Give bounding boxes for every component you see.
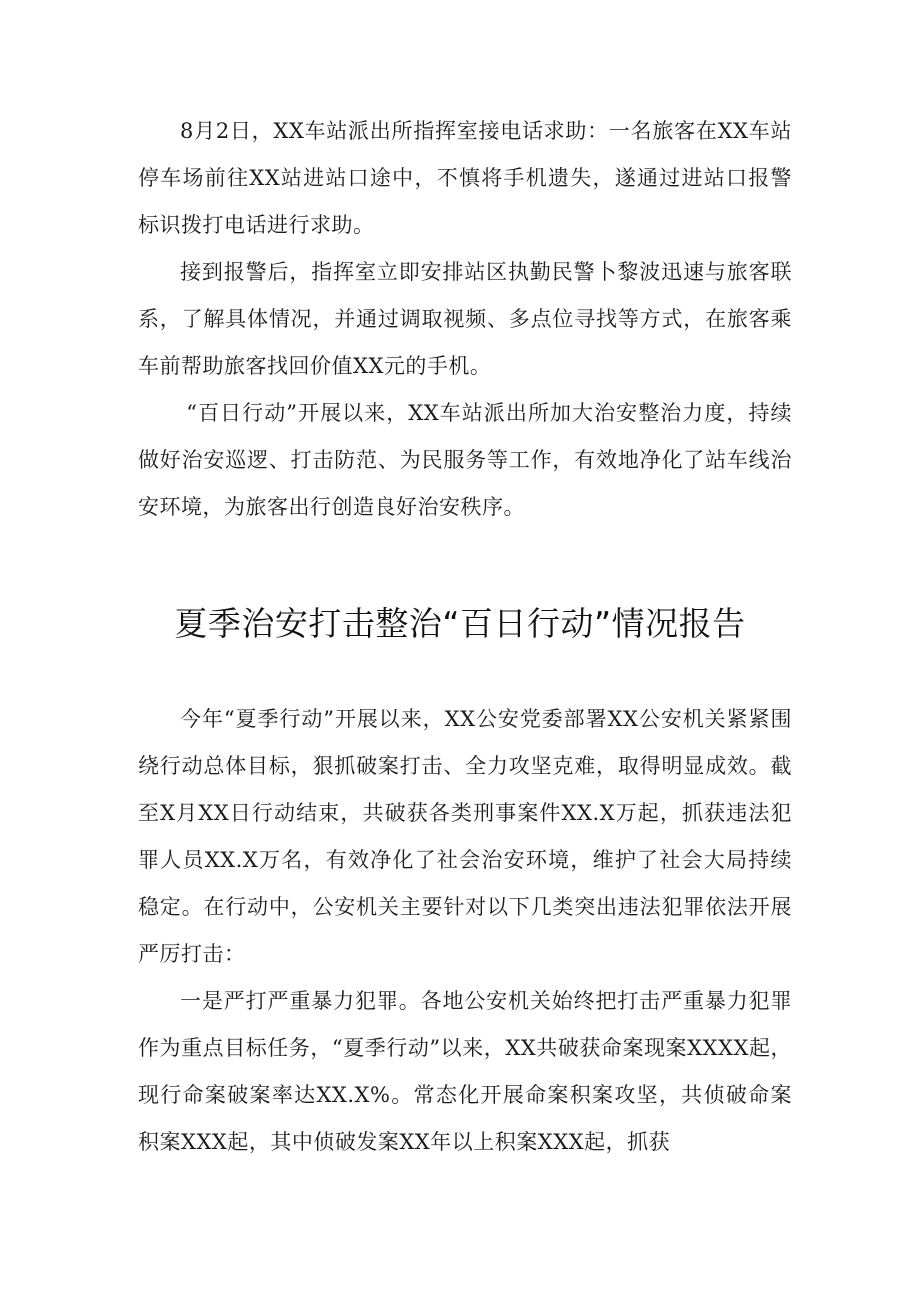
paragraph-violent-crime: 一是严打严重暴力犯罪。各地公安机关始终把打击严重暴力犯罪作为重点目标任务，“夏季行动”以来，XX共破获命案现案XXXX起，现行命案破案率达XX.X%。常态化开展命案积案攻坚，共侦破命案积案XXX起，其中侦破发案XX年以上积案XXX起，抓获 [138,989,792,1154]
paragraph-incident-report: 8月2日，XX车站派出所指挥室接电话求助：一名旅客在XX车站停车场前往XX站进站口途中，不慎将手机遗失，遂通过进站口报警标识拨打电话进行求助。 [138,119,792,237]
paragraph-campaign-summary: “百日行动”开展以来，XX车站派出所加大治安整治力度，持续做好治安巡逻、打击防范、为民服务等工作，有效地净化了站车线治安环境，为旅客出行创造良好治安秩序。 [138,401,792,519]
incident-section [138,108,792,531]
paragraph-report-overview: 今年“夏季行动”开展以来，XX公安党委部署XX公安机关紧紧围绕行动总体目标，狠抓破案打击、全力攻坚克难，取得明显成效。截至X月XX日行动结束，共破获各类刑事案件XX.X万起，抓获违法犯罪人员XX.X万名，有效净化了社会治安环境，维护了社会大局持续稳定。在行动中，公安机关主要针对以下几类突出违法犯罪依法开展严厉打击： [138,707,792,966]
report-title: 夏季治安打击整治“百日行动”情况报告 [174,604,746,643]
report-body [138,696,792,1166]
paragraph-police-response: 接到报警后，指挥室立即安排站区执勤民警卜黎波迅速与旅客联系，了解具体情况，并通过调取视频、多点位寻找等方式，在旅客乘车前帮助旅客找回价值XX元的手机。 [138,260,792,378]
